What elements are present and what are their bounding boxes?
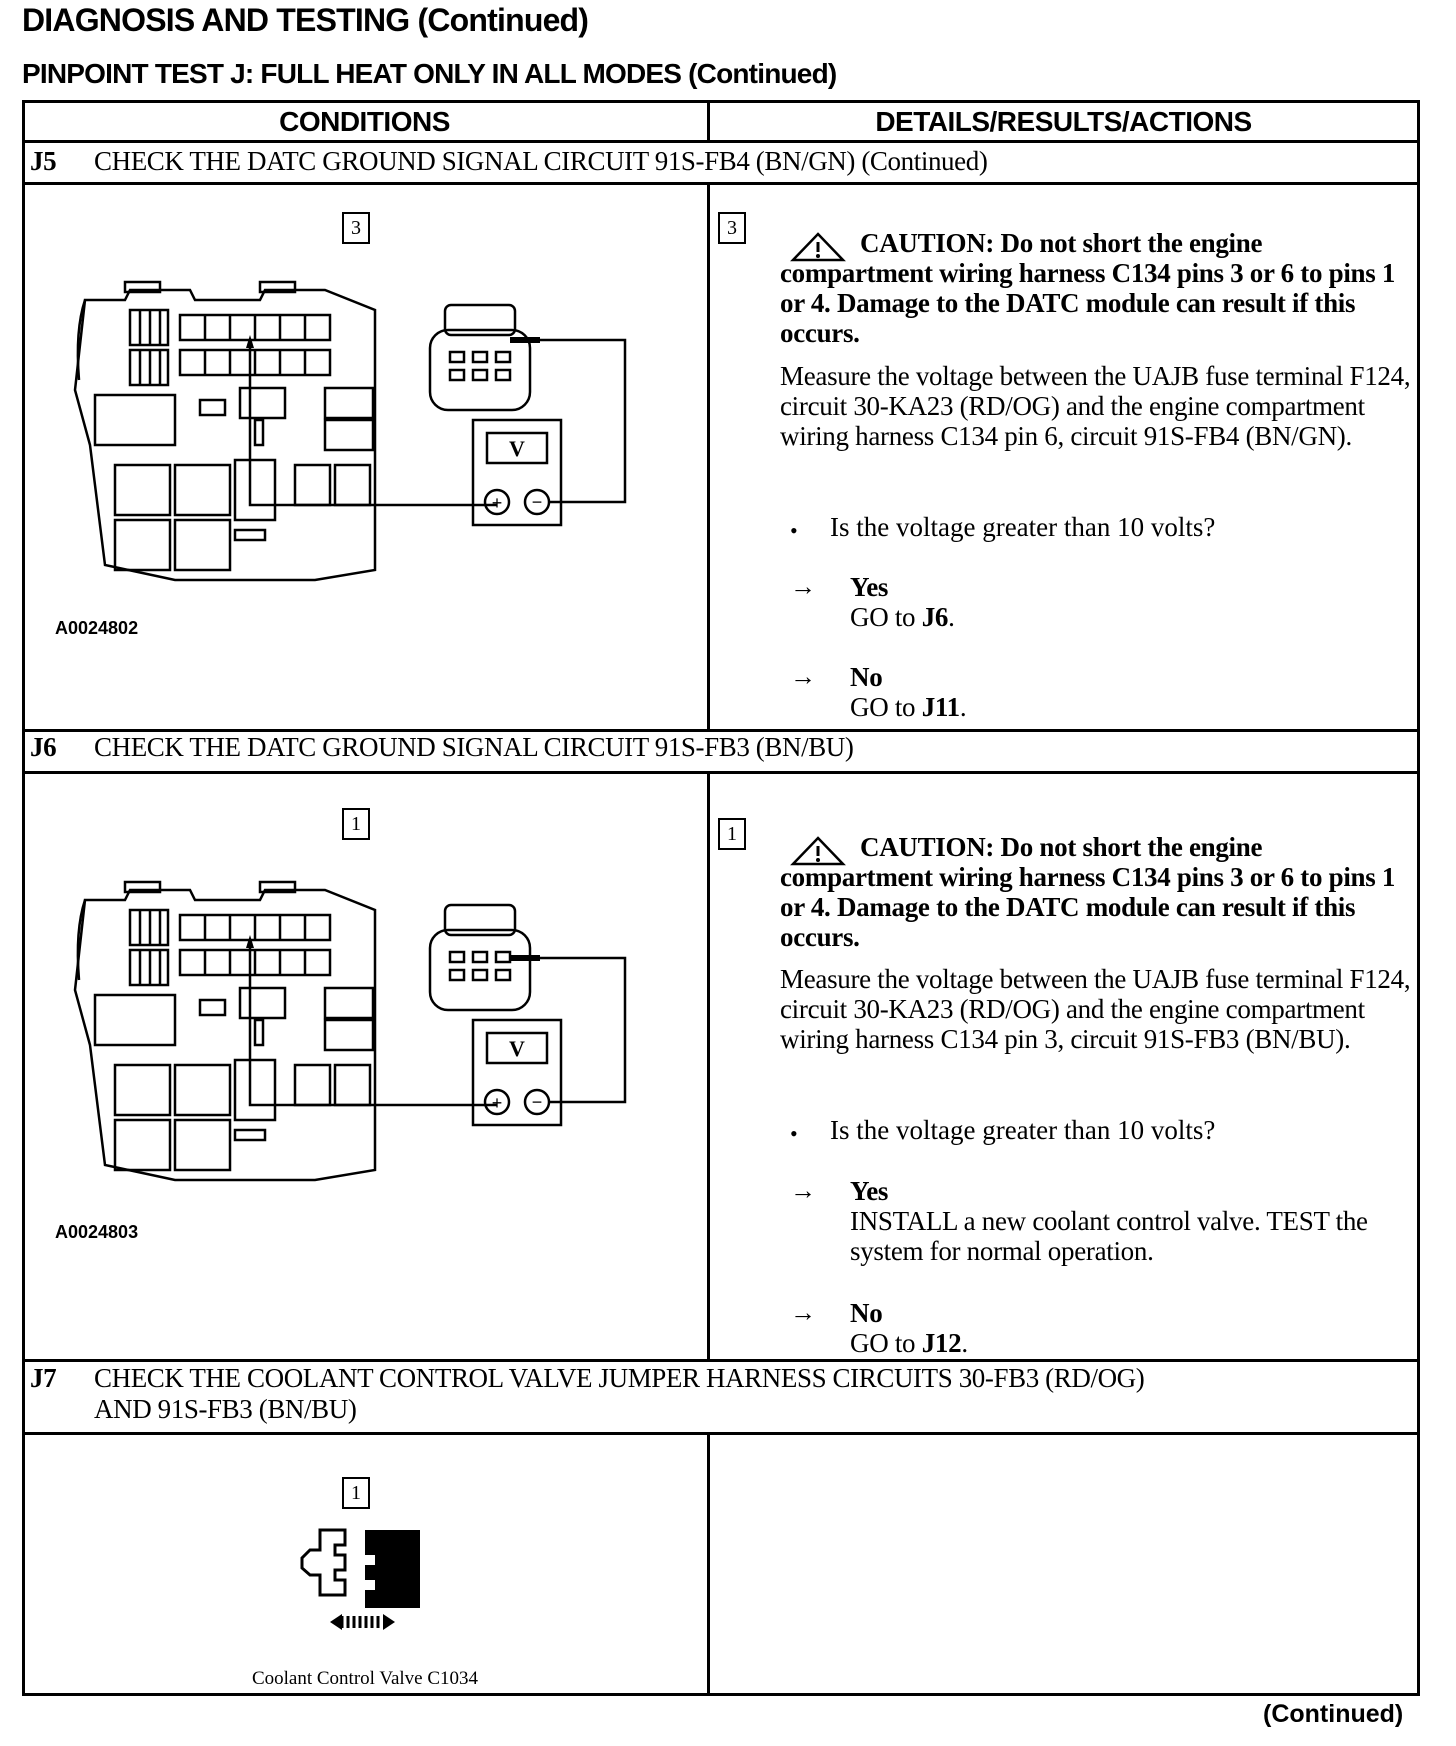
measure-instruction: Measure the voltage between the UAJB fuse terminal F124, circuit 30-KA23 (RD/OG) and the engine compartment wiring harness C134 pin 3, circuit 91S-FB3 (BN/BU). bbox=[780, 964, 1411, 1054]
column-header-conditions: CONDITIONS bbox=[279, 106, 450, 137]
bullet-icon: • bbox=[790, 518, 798, 543]
no-action: GO to J11. bbox=[850, 692, 967, 722]
minus-terminal: − bbox=[531, 492, 543, 512]
meter-label: V bbox=[509, 436, 525, 461]
plus-terminal: + bbox=[491, 493, 503, 513]
column-header-details: DETAILS/RESULTS/ACTIONS bbox=[875, 106, 1252, 137]
fuse-box-voltmeter-diagram bbox=[55, 870, 655, 1200]
step-id: J7 bbox=[30, 1363, 57, 1393]
no-action: GO to J12. bbox=[850, 1328, 968, 1358]
no-arrow-icon: → bbox=[790, 662, 816, 691]
details-step-number: 3 bbox=[718, 212, 746, 244]
yes-action: GO to J6. bbox=[850, 602, 955, 632]
question-text: Is the voltage greater than 10 volts? bbox=[830, 512, 1216, 542]
coolant-valve-connector-diagram bbox=[290, 1520, 440, 1640]
meter-label: V bbox=[509, 1036, 525, 1061]
bullet-icon: • bbox=[790, 1121, 798, 1146]
step-title: CHECK THE DATC GROUND SIGNAL CIRCUIT 91S-FB4 (BN/GN) (Continued) bbox=[94, 146, 988, 176]
goto-step-link[interactable]: J11 bbox=[921, 692, 960, 722]
yes-arrow-icon: → bbox=[790, 572, 816, 601]
warning-triangle-icon bbox=[790, 232, 846, 262]
yes-answer bbox=[850, 572, 1430, 632]
yes-arrow-icon: → bbox=[790, 1176, 816, 1205]
caution-body: compartment wiring harness C134 pins 3 or 6 to pins 1 or 4. Damage to the DATC module can result if this occurs. bbox=[780, 862, 1396, 952]
step-id: J6 bbox=[30, 732, 57, 762]
caution-text bbox=[780, 228, 1410, 348]
step-title: CHECK THE COOLANT CONTROL VALVE JUMPER HARNESS CIRCUITS 30-FB3 (RD/OG) AND 91S-FB3 (BN/BU) bbox=[94, 1363, 1145, 1424]
no-label: No bbox=[850, 1298, 883, 1328]
step-title: CHECK THE DATC GROUND SIGNAL CIRCUIT 91S-FB3 (BN/BU) bbox=[94, 732, 854, 762]
caution-body: compartment wiring harness C134 pins 3 or 6 to pins 1 or 4. Damage to the DATC module can result if this occurs. bbox=[780, 258, 1396, 348]
page-title: DIAGNOSIS AND TESTING (Continued) bbox=[22, 2, 589, 38]
no-label: No bbox=[850, 662, 883, 692]
step-j7-header bbox=[30, 1363, 1144, 1425]
yes-label: Yes bbox=[850, 1176, 889, 1206]
no-answer bbox=[850, 662, 1430, 722]
step-id: J5 bbox=[30, 146, 57, 176]
pinpoint-test-title: PINPOINT TEST J: FULL HEAT ONLY IN ALL MODES (Continued) bbox=[22, 58, 837, 89]
figure-step-number: 1 bbox=[342, 808, 370, 840]
no-answer bbox=[850, 1298, 1430, 1358]
figure-code: A0024803 bbox=[55, 1222, 139, 1242]
question-text: Is the voltage greater than 10 volts? bbox=[830, 1115, 1216, 1145]
yes-label: Yes bbox=[850, 572, 889, 602]
yes-action: INSTALL a new coolant control valve. TEST the system for normal operation. bbox=[850, 1206, 1368, 1266]
figure-step-number: 1 bbox=[342, 1477, 370, 1509]
step-j6-header bbox=[30, 732, 854, 763]
goto-step-link[interactable]: J12 bbox=[921, 1328, 962, 1358]
figure-caption: Coolant Control Valve C1034 bbox=[251, 1668, 479, 1689]
no-arrow-icon: → bbox=[790, 1298, 816, 1327]
warning-triangle-icon bbox=[790, 836, 846, 866]
goto-step-link[interactable]: J6 bbox=[921, 602, 949, 632]
caution-title: CAUTION: Do not short the engine bbox=[860, 228, 1263, 258]
fuse-box-voltmeter-diagram bbox=[55, 270, 655, 600]
measure-instruction: Measure the voltage between the UAJB fuse terminal F124, circuit 30-KA23 (RD/OG) and the engine compartment wiring harness C134 pin 6, circuit 91S-FB4 (BN/GN). bbox=[780, 361, 1411, 451]
plus-terminal: + bbox=[491, 1093, 503, 1113]
figure-code: A0024802 bbox=[55, 618, 139, 638]
details-step-number: 1 bbox=[718, 818, 746, 850]
yes-answer bbox=[850, 1176, 1430, 1266]
figure-step-number: 3 bbox=[342, 212, 370, 244]
continued-label: (Continued) bbox=[1263, 1700, 1404, 1728]
step-j5-header bbox=[30, 146, 987, 177]
minus-terminal: − bbox=[531, 1092, 543, 1112]
caution-text bbox=[780, 832, 1410, 952]
caution-title: CAUTION: Do not short the engine bbox=[860, 832, 1263, 862]
